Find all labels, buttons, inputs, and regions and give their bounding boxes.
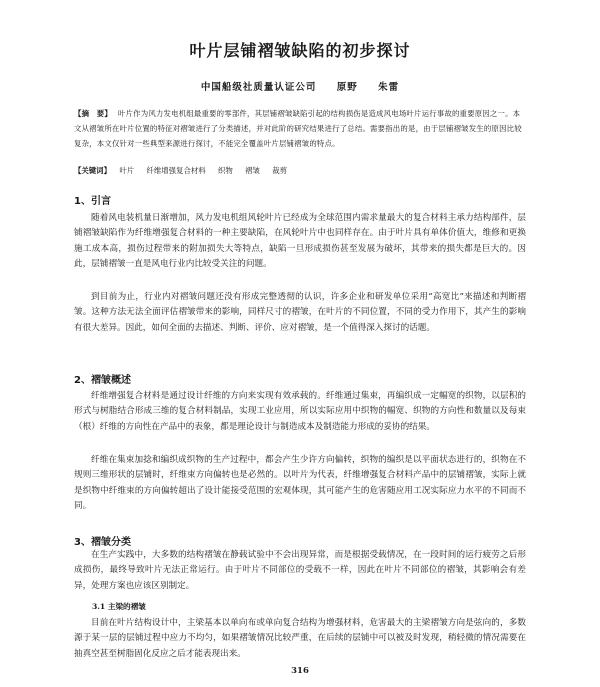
body-paragraph: 纤维在集束加捻和编织成织物的生产过程中，都会产生少许方向偏转，织物的编织是以平面状态进行的，织物在不规则三维形状的层铺时，纤维束方向偏转也是必然的。以叶片为代表，纤维增强复合材料产品中的层铺褶皱，实际上就是织物中纤维束的方向偏转超出了设计能接受范围的宏观体现，其可能产生的危害随应用工况实际应力水平的不同而不同。	[74, 455, 526, 512]
keyword: 纤维增强复合材料	[146, 166, 206, 175]
author-organization: 中国船级社质量认证公司	[200, 82, 317, 93]
keyword: 织物	[217, 166, 233, 175]
body-paragraph: 在生产实践中，大多数的结构褶皱在静载试验中不会出现异常，而是根据受载情况，在一段时间的运行疲劳之后形成损伤，最终导致叶片无法正常运行。由于叶片不同部位的受载不一样，因此在叶片不同部位的褶皱，其影响会有差异，处理方案也应该区别制定。	[74, 550, 526, 591]
paper-title: 叶片层铺褶皱缺陷的初步探讨	[189, 41, 411, 60]
body-paragraph: 目前在叶片结构设计中，主梁基本以单向布或单向复合结构为增强材料，危害最大的主梁褶皱方向是弦向的，多数源于某一层的层铺过程中应力不均匀，如果褶皱情况比较严重，在后续的层铺中可以被及时发现，稍轻微的情况需要在抽真空甚至树脂固化反应之后才能表现出来。	[74, 618, 526, 659]
keyword: 褶皱	[245, 166, 260, 175]
abstract	[74, 106, 526, 151]
body-paragraph: 随着风电装机量日渐增加，风力发电机组风轮叶片已经成为全球范围内需求量最大的复合材料主承力结构部件，层铺褶皱缺陷作为纤维增强复合材料的一种主要缺陷，在风轮叶片中也同样存在。由于叶片具有单体价值大，维修和更换施工成本高，损伤过程带来的附加损失大等特点，缺陷一旦形成损伤甚至发展为破坏，其带来的损失都是巨大的。因此，层铺褶皱一直是风电行业内比较受关注的问题。	[74, 213, 526, 270]
keyword: 裁剪	[272, 166, 288, 175]
author-name: 原野	[336, 82, 358, 93]
author-line	[0, 79, 600, 93]
abstract-text: 叶片作为风力发电机组最重要的零部件，其层铺褶皱缺陷引起的结构损伤是造成风电场叶片运行事故的重要原因之一。本文从褶皱所在叶片位置的特征对褶皱进行了分类描述，并对此阶的研究结果进行了总结。需要指出的是，由于层铺褶皱发生的原因比较复杂，本文仅针对一些典型来源进行探讨，不能完全覆盖叶片层铺褶皱的特点。	[74, 109, 522, 148]
body-paragraph: 到目前为止，行业内对褶皱问题还没有形成完整透彻的认识，许多企业和研发单位采用“高宽比”来描述和判断褶皱。这种方法无法全面评估褶皱带来的影响，同样尺寸的褶皱，在叶片的不同位置，不同的受力作用下，其产生的影响有很大差异。因此，如何全面的去描述、判断、评价、应对褶皱，是一个值得深入探讨的话题。	[74, 292, 526, 333]
subsection-heading: 3.1 主梁的褶皱	[92, 602, 146, 611]
keywords	[74, 165, 526, 177]
section-heading: 2、褶皱概述	[74, 375, 131, 386]
abstract-label: 【摘 要】	[74, 109, 112, 118]
author-name: 朱雷	[378, 82, 400, 93]
page-number: 316	[291, 666, 309, 676]
section-heading: 1、引言	[74, 196, 111, 207]
keyword: 叶片	[119, 166, 135, 175]
keywords-label: 【关键词】	[74, 166, 111, 175]
section-heading: 3、褶皱分类	[74, 537, 131, 548]
body-paragraph: 纤维增强复合材料是通过设计纤维的方向来实现有效承载的。纤维通过集束，再编织成一定幅宽的织物，以层积的形式与树脂结合形成三维的复合材料制品，实现工业应用，所以实际应用中织物的幅宽、织物的方向性和数量以及每束（根）纤维的方向性在产品中的表象，都是理论设计与制造成本及制造能力形成的妥协的结果。	[74, 391, 526, 432]
